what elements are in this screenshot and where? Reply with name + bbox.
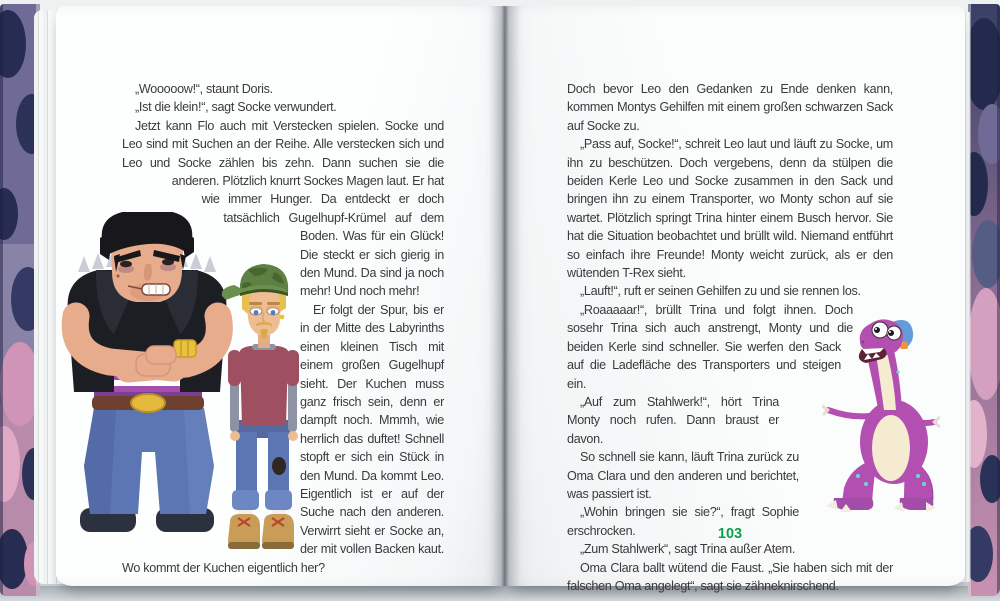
left-page-text <box>122 80 444 577</box>
book-gutter <box>489 6 521 586</box>
paragraph: „Auf zum Stahlwerk!“, hört Trina Monty noch rufen. Dann braust er davon. <box>567 394 779 446</box>
paragraph: Er folgt der Spur, bis er in der Mitte des Labyrinths einen kleinen Tisch mit einem großen Gugelhupf sieht. Der Kuchen muss ganz frisch sein, denn er dampft noch. Mmmh, wie herrlich das duftet! Schnell stopft er sich ein Stück in den Mund. Da kommt Leo. Eigentlich ist er auf der Suche nach den anderen. Verwirrt sieht er Socke an, der mit vollen Backen kaut. Wo kommt der Kuchen eigentlich her? <box>122 302 444 575</box>
paragraph: „Roaaaaar!“, brüllt Trina und folgt ihnen. Doch sosehr Trina sich auch anstrengt, Monty und die beiden Kerle sind schneller. Sie werfen den Sack auf die Ladefläche des Transporters und steigen ein. <box>567 302 853 391</box>
paragraph: Doch bevor Leo den Gedanken zu Ende denken kann, kommen Montys Gehilfen mit einem großen schwarzen Sack auf Socke zu. <box>567 82 893 133</box>
paragraph: „Zum Stahlwerk“, sagt Trina außer Atem. <box>580 542 796 557</box>
paragraph: „Lauft!“, ruft er seinen Gehilfen zu und sie rennen los. <box>580 284 861 299</box>
page-number: 103 <box>717 526 743 542</box>
paragraph: „Pass auf, Socke!“, schreit Leo laut und läuft zu Socke, um ihn zu beschützen. Doch vergebens, denn da stülpen die beiden Kerle Leo und Socke zusammen in den Sack und bringen ihn zu einem Transporter, wo Monty schon auf sie wartet. Plötzlich springt Trina hinter einem Busch hervor. Sie hat die Situation beobachtet und brüllt wild. Niemand entführt so einfach ihre Freunde! Monty weicht zurück, als er den wütenden T-Rex sieht. <box>567 137 893 281</box>
book-cover-right-edge <box>968 4 1000 596</box>
paragraph: „Ist die klein!“, sagt Socke verwundert. <box>135 100 337 115</box>
paragraph: Oma Clara ballt wütend die Faust. „Sie haben sich mit der falschen Oma angelegt“, sagt sie zähneknirschend. <box>567 560 893 593</box>
right-page-text <box>567 80 893 595</box>
paragraph: „Wooooow!“, staunt Doris. <box>135 82 273 96</box>
camo-pattern-right <box>968 4 1000 596</box>
paragraph: So schnell sie kann, läuft Trina zurück zu Oma Clara und den anderen und berichtet, was passiert ist. <box>567 450 799 501</box>
paragraph: Jetzt kann Flo auch mit Verstecken spielen. Socke und Leo sind mit Suchen an der Reihe. Alle verstecken sich und Leo und Socke zählen bis zehn. Dann suchen sie die anderen. Plötzlich knurrt Sockes Magen laut. Er hat wie immer Hunger. Da entdeckt er doch tatsächlich Gugelhupf-Krümel auf dem Boden. Was für ein Glück! Die steckt er sich gierig in den Mund. Da sind ja noch mehr! Und noch mehr! <box>122 118 444 299</box>
paragraph: „Wohin bringen sie sie?“, fragt Sophie erschrocken. <box>567 505 799 538</box>
